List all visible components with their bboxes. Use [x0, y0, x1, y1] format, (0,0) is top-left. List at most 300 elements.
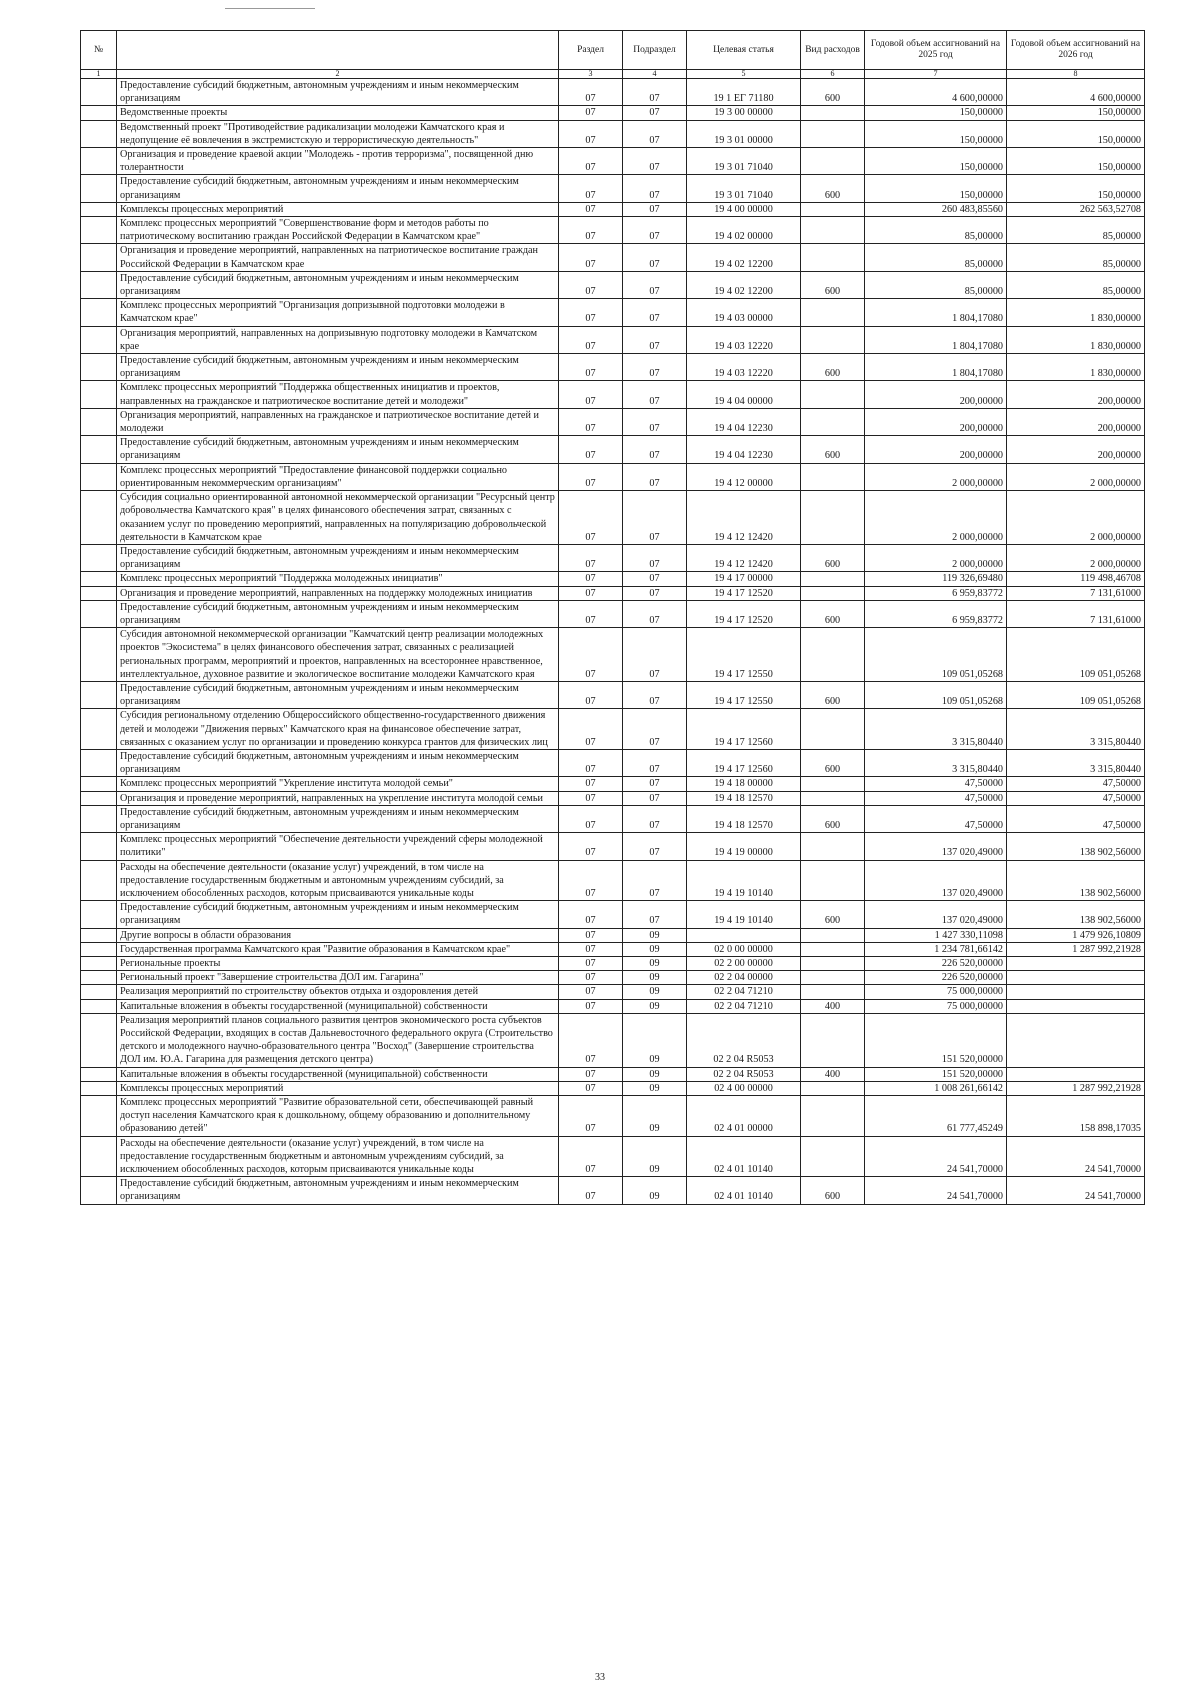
header-expense-type: Вид расходов: [801, 31, 865, 70]
amount-2025-cell: 61 777,45249: [865, 1096, 1007, 1137]
amount-2025-cell: 47,50000: [865, 805, 1007, 832]
amount-2026-cell: 1 830,00000: [1007, 299, 1145, 326]
amount-2026-cell: 47,50000: [1007, 777, 1145, 791]
target-article-cell: 02 2 04 R5053: [687, 1013, 801, 1067]
section-cell: 07: [559, 957, 623, 971]
item-name-cell: Предоставление субсидий бюджетным, автономным учреждениям и иным некоммерческим организациям: [117, 271, 559, 298]
section-cell: 07: [559, 628, 623, 682]
amount-2025-cell: 3 315,80440: [865, 749, 1007, 776]
subsection-cell: 07: [623, 436, 687, 463]
subsection-cell: 09: [623, 999, 687, 1013]
target-article-cell: 19 4 19 10140: [687, 901, 801, 928]
scan-mark: [225, 8, 315, 9]
table-row: [81, 709, 1145, 750]
amount-2025-cell: 150,00000: [865, 148, 1007, 175]
target-article-cell: 19 4 17 12550: [687, 628, 801, 682]
expense-type-cell: 600: [801, 749, 865, 776]
amount-2026-cell: 138 902,56000: [1007, 833, 1145, 860]
amount-2026-cell: 1 830,00000: [1007, 354, 1145, 381]
subsection-cell: 07: [623, 791, 687, 805]
target-article-cell: 19 4 04 12230: [687, 436, 801, 463]
item-name-cell: Организация и проведение мероприятий, направленных на патриотическое воспитание граждан Российской Федерации в Камчатском крае: [117, 244, 559, 271]
subsection-cell: 07: [623, 901, 687, 928]
column-number: 8: [1007, 70, 1145, 79]
target-article-cell: 19 4 02 12200: [687, 271, 801, 298]
amount-2026-cell: 119 498,46708: [1007, 572, 1145, 586]
item-name-cell: Предоставление субсидий бюджетным, автономным учреждениям и иным некоммерческим организациям: [117, 175, 559, 202]
table-row: [81, 354, 1145, 381]
target-article-cell: 19 4 03 12220: [687, 354, 801, 381]
target-article-cell: 19 4 02 12200: [687, 244, 801, 271]
subsection-cell: 07: [623, 586, 687, 600]
expense-type-cell: [801, 971, 865, 985]
header-target-article: Целевая статья: [687, 31, 801, 70]
amount-2025-cell: 150,00000: [865, 106, 1007, 120]
table-row: [81, 175, 1145, 202]
subsection-cell: 07: [623, 408, 687, 435]
expense-type-cell: [801, 1096, 865, 1137]
expense-type-cell: 600: [801, 436, 865, 463]
row-number-cell: [81, 628, 117, 682]
row-number-cell: [81, 1136, 117, 1177]
table-row: [81, 326, 1145, 353]
row-number-cell: [81, 985, 117, 999]
subsection-cell: 07: [623, 79, 687, 106]
header-name: [117, 31, 559, 70]
amount-2025-cell: 2 000,00000: [865, 491, 1007, 545]
item-name-cell: Капитальные вложения в объекты государственной (муниципальной) собственности: [117, 1067, 559, 1081]
amount-2026-cell: 2 000,00000: [1007, 463, 1145, 490]
amount-2025-cell: 226 520,00000: [865, 971, 1007, 985]
amount-2025-cell: 151 520,00000: [865, 1067, 1007, 1081]
item-name-cell: Региональные проекты: [117, 957, 559, 971]
item-name-cell: Комплекс процессных мероприятий "Развитие образовательной сети, обеспечивающей равный доступ населения Камчатского края к дошкольному, общему образованию и дополнительному образованию детей": [117, 1096, 559, 1137]
subsection-cell: 07: [623, 572, 687, 586]
column-number-row: [81, 70, 1145, 79]
target-article-cell: 19 1 ЕГ 71180: [687, 79, 801, 106]
target-article-cell: 02 2 04 71210: [687, 985, 801, 999]
item-name-cell: Комплексы процессных мероприятий: [117, 1081, 559, 1095]
item-name-cell: Капитальные вложения в объекты государственной (муниципальной) собственности: [117, 999, 559, 1013]
target-article-cell: 19 4 00 00000: [687, 202, 801, 216]
target-article-cell: 19 4 17 12520: [687, 586, 801, 600]
section-cell: 07: [559, 791, 623, 805]
target-article-cell: 02 4 01 00000: [687, 1096, 801, 1137]
item-name-cell: Предоставление субсидий бюджетным, автономным учреждениям и иным некоммерческим организациям: [117, 79, 559, 106]
expense-type-cell: 600: [801, 271, 865, 298]
target-article-cell: 19 4 02 00000: [687, 217, 801, 244]
subsection-cell: 09: [623, 985, 687, 999]
section-cell: 07: [559, 1177, 623, 1204]
section-cell: 07: [559, 175, 623, 202]
section-cell: 07: [559, 586, 623, 600]
expense-type-cell: 600: [801, 544, 865, 571]
section-cell: 07: [559, 600, 623, 627]
table-row: [81, 381, 1145, 408]
column-number: 6: [801, 70, 865, 79]
section-cell: 07: [559, 148, 623, 175]
amount-2025-cell: 200,00000: [865, 381, 1007, 408]
expense-type-cell: [801, 299, 865, 326]
item-name-cell: Предоставление субсидий бюджетным, автономным учреждениям и иным некоммерческим организациям: [117, 805, 559, 832]
amount-2025-cell: 260 483,85560: [865, 202, 1007, 216]
row-number-cell: [81, 354, 117, 381]
row-number-cell: [81, 244, 117, 271]
table-row: [81, 491, 1145, 545]
table-row: [81, 120, 1145, 147]
item-name-cell: Комплекс процессных мероприятий "Совершенствование форм и методов работы по патриотическому воспитанию граждан Российской Федерации в Камчатском крае": [117, 217, 559, 244]
amount-2026-cell: 2 000,00000: [1007, 491, 1145, 545]
column-number: 3: [559, 70, 623, 79]
table-body: [81, 79, 1145, 1205]
amount-2025-cell: 1 804,17080: [865, 299, 1007, 326]
target-article-cell: 19 4 03 12220: [687, 326, 801, 353]
amount-2026-cell: 138 902,56000: [1007, 860, 1145, 901]
subsection-cell: 07: [623, 600, 687, 627]
target-article-cell: 19 4 04 12230: [687, 408, 801, 435]
target-article-cell: 19 4 17 00000: [687, 572, 801, 586]
amount-2026-cell: 158 898,17035: [1007, 1096, 1145, 1137]
expense-type-cell: [801, 106, 865, 120]
section-cell: 07: [559, 901, 623, 928]
section-cell: 07: [559, 217, 623, 244]
amount-2026-cell: 109 051,05268: [1007, 681, 1145, 708]
item-name-cell: Комплекс процессных мероприятий "Организация допризывной подготовки молодежи в Камчатском крае": [117, 299, 559, 326]
amount-2025-cell: 85,00000: [865, 244, 1007, 271]
item-name-cell: Субсидия региональному отделению Общероссийского общественно-государственного движения детей и молодежи "Движения первых" Камчатского края на финансовое обеспечение затрат, связанных с оказанием услуг по организации и проведению конкурса грантов для физических лиц: [117, 709, 559, 750]
table-row: [81, 106, 1145, 120]
amount-2026-cell: 150,00000: [1007, 148, 1145, 175]
amount-2026-cell: 24 541,70000: [1007, 1136, 1145, 1177]
amount-2026-cell: 2 000,00000: [1007, 544, 1145, 571]
expense-type-cell: [801, 244, 865, 271]
section-cell: 07: [559, 777, 623, 791]
target-article-cell: 02 4 01 10140: [687, 1177, 801, 1204]
section-cell: 07: [559, 572, 623, 586]
subsection-cell: 07: [623, 833, 687, 860]
amount-2025-cell: 1 008 261,66142: [865, 1081, 1007, 1095]
target-article-cell: 19 4 19 00000: [687, 833, 801, 860]
expense-type-cell: [801, 833, 865, 860]
row-number-cell: [81, 1013, 117, 1067]
row-number-cell: [81, 791, 117, 805]
target-article-cell: 19 4 12 12420: [687, 491, 801, 545]
table-row: [81, 600, 1145, 627]
item-name-cell: Предоставление субсидий бюджетным, автономным учреждениям и иным некоммерческим организациям: [117, 600, 559, 627]
subsection-cell: 07: [623, 354, 687, 381]
amount-2026-cell: 85,00000: [1007, 271, 1145, 298]
amount-2025-cell: 47,50000: [865, 791, 1007, 805]
amount-2025-cell: 6 959,83772: [865, 586, 1007, 600]
row-number-cell: [81, 1177, 117, 1204]
subsection-cell: 07: [623, 299, 687, 326]
target-article-cell: [687, 928, 801, 942]
subsection-cell: 07: [623, 628, 687, 682]
item-name-cell: Предоставление субсидий бюджетным, автономным учреждениям и иным некоммерческим организациям: [117, 544, 559, 571]
expense-type-cell: [801, 202, 865, 216]
section-cell: 07: [559, 79, 623, 106]
expense-type-cell: 600: [801, 681, 865, 708]
row-number-cell: [81, 749, 117, 776]
row-number-cell: [81, 681, 117, 708]
item-name-cell: Субсидия социально ориентированной автономной некоммерческой организации "Ресурсный центр добровольчества Камчатского края" в целях финансового обеспечения затрат, связанных с оказанием услуг по проведению мероприятий, направленных на популяризацию добровольческой деятельности в Камчатском крае: [117, 491, 559, 545]
amount-2025-cell: 226 520,00000: [865, 957, 1007, 971]
amount-2026-cell: 200,00000: [1007, 436, 1145, 463]
amount-2025-cell: 137 020,49000: [865, 833, 1007, 860]
target-article-cell: 19 4 19 10140: [687, 860, 801, 901]
section-cell: 07: [559, 381, 623, 408]
expense-type-cell: [801, 326, 865, 353]
amount-2025-cell: 200,00000: [865, 408, 1007, 435]
subsection-cell: 07: [623, 777, 687, 791]
target-article-cell: 19 3 01 71040: [687, 175, 801, 202]
section-cell: 07: [559, 244, 623, 271]
row-number-cell: [81, 106, 117, 120]
section-cell: 07: [559, 271, 623, 298]
section-cell: 07: [559, 463, 623, 490]
table-row: [81, 79, 1145, 106]
section-cell: 07: [559, 1096, 623, 1137]
section-cell: 07: [559, 709, 623, 750]
table-row: [81, 148, 1145, 175]
section-cell: 07: [559, 326, 623, 353]
subsection-cell: 07: [623, 681, 687, 708]
target-article-cell: 19 4 17 12550: [687, 681, 801, 708]
table-row: [81, 928, 1145, 942]
target-article-cell: 02 0 00 00000: [687, 942, 801, 956]
row-number-cell: [81, 901, 117, 928]
section-cell: 07: [559, 120, 623, 147]
row-number-cell: [81, 928, 117, 942]
amount-2026-cell: 150,00000: [1007, 120, 1145, 147]
column-number: 2: [117, 70, 559, 79]
amount-2026-cell: 47,50000: [1007, 791, 1145, 805]
target-article-cell: 19 4 03 00000: [687, 299, 801, 326]
item-name-cell: Реализация мероприятий по строительству объектов отдыха и оздоровления детей: [117, 985, 559, 999]
expense-type-cell: [801, 1081, 865, 1095]
table-row: [81, 463, 1145, 490]
amount-2026-cell: 138 902,56000: [1007, 901, 1145, 928]
item-name-cell: Комплекс процессных мероприятий "Обеспечение деятельности учреждений сферы молодежной политики": [117, 833, 559, 860]
section-cell: 07: [559, 928, 623, 942]
item-name-cell: Организация и проведение мероприятий, направленных на укрепление института молодой семьи: [117, 791, 559, 805]
row-number-cell: [81, 271, 117, 298]
row-number-cell: [81, 1067, 117, 1081]
subsection-cell: 09: [623, 928, 687, 942]
amount-2026-cell: [1007, 999, 1145, 1013]
table-row: [81, 572, 1145, 586]
row-number-cell: [81, 860, 117, 901]
section-cell: 07: [559, 408, 623, 435]
item-name-cell: Предоставление субсидий бюджетным, автономным учреждениям и иным некоммерческим организациям: [117, 436, 559, 463]
amount-2026-cell: 7 131,61000: [1007, 600, 1145, 627]
section-cell: 07: [559, 1013, 623, 1067]
row-number-cell: [81, 408, 117, 435]
item-name-cell: Расходы на обеспечение деятельности (оказание услуг) учреждений, в том числе на предоставление государственным бюджетным и автономным учреждениям субсидий, за исключением обособленных расходов, которым присваиваются уникальные коды: [117, 860, 559, 901]
section-cell: 07: [559, 999, 623, 1013]
subsection-cell: 07: [623, 244, 687, 271]
row-number-cell: [81, 148, 117, 175]
item-name-cell: Реализация мероприятий планов социального развития центров экономического роста субъектов Российской Федерации, входящих в состав Дальневосточного федерального округа (Строительство детского и молодежного научно-образовательного центра "Восход" (Завершение строительства ДОЛ им. Ю.А. Гагарина для размещения детского центра): [117, 1013, 559, 1067]
table-row: [81, 1096, 1145, 1137]
row-number-cell: [81, 777, 117, 791]
header-amount-2026: Годовой объем ассигнований на 2026 год: [1007, 31, 1145, 70]
amount-2026-cell: 1 830,00000: [1007, 326, 1145, 353]
table-row: [81, 217, 1145, 244]
expense-type-cell: 600: [801, 600, 865, 627]
expense-type-cell: 400: [801, 999, 865, 1013]
table-row: [81, 628, 1145, 682]
table-row: [81, 833, 1145, 860]
row-number-cell: [81, 299, 117, 326]
row-number-cell: [81, 586, 117, 600]
expense-type-cell: [801, 491, 865, 545]
table-row: [81, 791, 1145, 805]
subsection-cell: 07: [623, 326, 687, 353]
section-cell: 07: [559, 1136, 623, 1177]
amount-2025-cell: 47,50000: [865, 777, 1007, 791]
expense-type-cell: 600: [801, 354, 865, 381]
subsection-cell: 07: [623, 749, 687, 776]
table-header-row: [81, 31, 1145, 70]
section-cell: 07: [559, 436, 623, 463]
amount-2025-cell: 1 804,17080: [865, 354, 1007, 381]
table-row: [81, 777, 1145, 791]
subsection-cell: 09: [623, 1013, 687, 1067]
amount-2025-cell: 24 541,70000: [865, 1177, 1007, 1204]
target-article-cell: 02 2 04 00000: [687, 971, 801, 985]
item-name-cell: Организация мероприятий, направленных на гражданское и патриотическое воспитание детей и молодежи: [117, 408, 559, 435]
target-article-cell: 19 4 17 12520: [687, 600, 801, 627]
subsection-cell: 07: [623, 463, 687, 490]
table-row: [81, 244, 1145, 271]
expense-type-cell: 600: [801, 1177, 865, 1204]
amount-2026-cell: 3 315,80440: [1007, 709, 1145, 750]
expense-type-cell: [801, 217, 865, 244]
subsection-cell: 09: [623, 1177, 687, 1204]
target-article-cell: 19 3 01 71040: [687, 148, 801, 175]
row-number-cell: [81, 1081, 117, 1095]
table-row: [81, 408, 1145, 435]
subsection-cell: 07: [623, 217, 687, 244]
expense-type-cell: [801, 1013, 865, 1067]
amount-2025-cell: 109 051,05268: [865, 681, 1007, 708]
row-number-cell: [81, 202, 117, 216]
amount-2025-cell: 2 000,00000: [865, 463, 1007, 490]
amount-2026-cell: [1007, 957, 1145, 971]
subsection-cell: 09: [623, 1096, 687, 1137]
table-row: [81, 860, 1145, 901]
row-number-cell: [81, 491, 117, 545]
amount-2025-cell: 2 000,00000: [865, 544, 1007, 571]
item-name-cell: Комплекс процессных мероприятий "Поддержка молодежных инициатив": [117, 572, 559, 586]
subsection-cell: 09: [623, 1067, 687, 1081]
item-name-cell: Предоставление субсидий бюджетным, автономным учреждениям и иным некоммерческим организациям: [117, 749, 559, 776]
section-cell: 07: [559, 833, 623, 860]
amount-2025-cell: 24 541,70000: [865, 1136, 1007, 1177]
target-article-cell: 19 4 17 12560: [687, 709, 801, 750]
row-number-cell: [81, 957, 117, 971]
target-article-cell: 02 4 01 10140: [687, 1136, 801, 1177]
target-article-cell: 19 4 18 12570: [687, 791, 801, 805]
table-row: [81, 436, 1145, 463]
header-number: №: [81, 31, 117, 70]
item-name-cell: Комплекс процессных мероприятий "Поддержка общественных инициатив и проектов, направленных на гражданское и патриотическое воспитание детей и молодежи": [117, 381, 559, 408]
section-cell: 07: [559, 106, 623, 120]
item-name-cell: Комплексы процессных мероприятий: [117, 202, 559, 216]
target-article-cell: 02 2 04 71210: [687, 999, 801, 1013]
item-name-cell: Ведомственные проекты: [117, 106, 559, 120]
expense-type-cell: [801, 860, 865, 901]
target-article-cell: 19 4 17 12560: [687, 749, 801, 776]
section-cell: 07: [559, 1081, 623, 1095]
row-number-cell: [81, 709, 117, 750]
column-number: 4: [623, 70, 687, 79]
amount-2025-cell: 1 234 781,66142: [865, 942, 1007, 956]
subsection-cell: 07: [623, 120, 687, 147]
target-article-cell: 19 4 04 00000: [687, 381, 801, 408]
header-amount-2025: Годовой объем ассигнований на 2025 год: [865, 31, 1007, 70]
expense-type-cell: [801, 777, 865, 791]
subsection-cell: 07: [623, 271, 687, 298]
subsection-cell: 07: [623, 805, 687, 832]
amount-2025-cell: 3 315,80440: [865, 709, 1007, 750]
table-row: [81, 971, 1145, 985]
amount-2026-cell: 1 479 926,10809: [1007, 928, 1145, 942]
table-row: [81, 1177, 1145, 1204]
row-number-cell: [81, 1096, 117, 1137]
table-row: [81, 271, 1145, 298]
item-name-cell: Субсидия автономной некоммерческой организации "Камчатский центр реализации молодежных проектов "Экосистема" в целях финансового обеспечения затрат, связанных с реализацией региональных программ, мероприятий и проектов, направленных на всестороннее нравственное, интеллектуальное, духовное развитие и экологическое воспитание молодежи Камчатского края: [117, 628, 559, 682]
row-number-cell: [81, 999, 117, 1013]
section-cell: 07: [559, 1067, 623, 1081]
section-cell: 07: [559, 749, 623, 776]
subsection-cell: 09: [623, 971, 687, 985]
amount-2026-cell: [1007, 971, 1145, 985]
row-number-cell: [81, 120, 117, 147]
amount-2025-cell: 151 520,00000: [865, 1013, 1007, 1067]
amount-2026-cell: 1 287 992,21928: [1007, 1081, 1145, 1095]
item-name-cell: Комплекс процессных мероприятий "Предоставление финансовой поддержки социально ориентированным некоммерческим организациям": [117, 463, 559, 490]
target-article-cell: 19 3 00 00000: [687, 106, 801, 120]
target-article-cell: 19 3 01 00000: [687, 120, 801, 147]
expense-type-cell: 600: [801, 901, 865, 928]
target-article-cell: 02 2 04 R5053: [687, 1067, 801, 1081]
expense-type-cell: [801, 120, 865, 147]
amount-2026-cell: 3 315,80440: [1007, 749, 1145, 776]
amount-2026-cell: 85,00000: [1007, 244, 1145, 271]
amount-2025-cell: 75 000,00000: [865, 985, 1007, 999]
header-section: Раздел: [559, 31, 623, 70]
table-row: [81, 999, 1145, 1013]
expense-type-cell: 600: [801, 805, 865, 832]
amount-2026-cell: 7 131,61000: [1007, 586, 1145, 600]
amount-2026-cell: 47,50000: [1007, 805, 1145, 832]
row-number-cell: [81, 971, 117, 985]
subsection-cell: 07: [623, 544, 687, 571]
table-row: [81, 749, 1145, 776]
expense-type-cell: [801, 928, 865, 942]
table-row: [81, 681, 1145, 708]
amount-2026-cell: 262 563,52708: [1007, 202, 1145, 216]
amount-2026-cell: 85,00000: [1007, 217, 1145, 244]
amount-2025-cell: 109 051,05268: [865, 628, 1007, 682]
expense-type-cell: [801, 148, 865, 175]
amount-2026-cell: [1007, 1067, 1145, 1081]
section-cell: 07: [559, 805, 623, 832]
column-number: 1: [81, 70, 117, 79]
amount-2026-cell: 200,00000: [1007, 381, 1145, 408]
